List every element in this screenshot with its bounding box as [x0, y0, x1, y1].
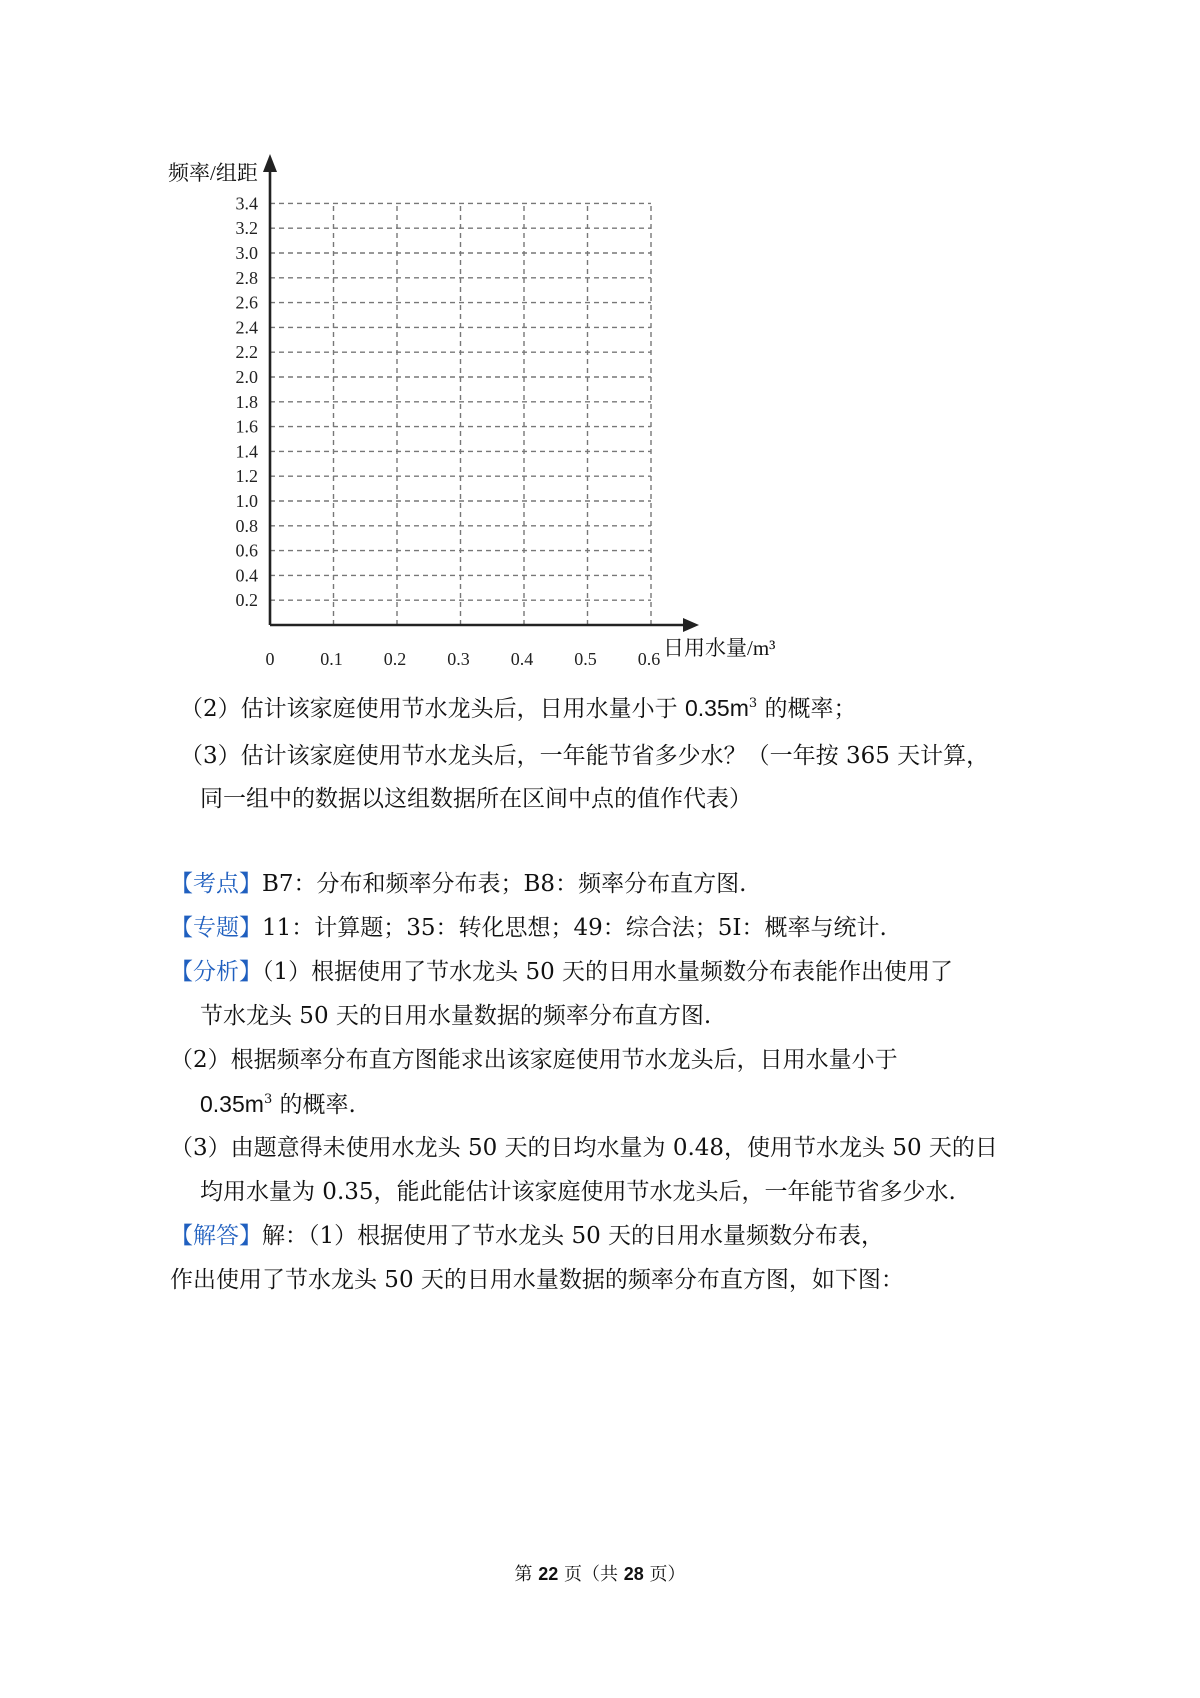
y-tick-label: 3.4 [235, 193, 258, 214]
y-tick-label: 1.8 [235, 391, 258, 412]
y-tick-label: 2.0 [235, 367, 258, 387]
kaodian-row: 【考点】B7：分布和频率分布表；B8：频率分布直方图. [170, 871, 747, 897]
y-tick-label: 1.0 [235, 491, 258, 511]
chart-ticks [236, 193, 661, 669]
kaodian-tag: 【考点】 [170, 871, 262, 897]
page-number: 22 [538, 1564, 559, 1584]
jieda-tag: 【解答】 [170, 1223, 262, 1249]
fenxi-line6: 均用水量为 0.35，能此能估计该家庭使用节水龙头后，一年能节省多少水. [200, 1179, 956, 1205]
jieda-row: 【解答】解：（1）根据使用了节水龙头 50 天的日用水量频数分布表， [170, 1223, 885, 1249]
page-footer: 第 22 页（共 28 页） [514, 1564, 686, 1585]
question-3-line1: （3）估计该家庭使用节水龙头后，一年能节省多少水？（一年按 365 天计算， [180, 743, 990, 769]
x-tick-label: 0.6 [637, 649, 661, 669]
y-tick-label: 2.8 [235, 267, 258, 288]
fenxi-line2: 节水龙头 50 天的日用水量数据的频率分布直方图. [200, 1003, 712, 1029]
y-tick-label: 1.6 [235, 416, 258, 437]
question-3-line2: 同一组中的数据以这组数据所在区间中点的值作代表） [200, 786, 752, 812]
y-axis-arrow [263, 154, 277, 172]
y-tick-label: 0.6 [235, 540, 258, 561]
x-tick-label: 0.1 [320, 649, 343, 669]
fenxi-line4: $0.35m^3$ 的概率. [200, 1091, 356, 1118]
x-tick-label: 0.4 [510, 649, 534, 669]
histogram-chart [160, 150, 880, 730]
x-tick-label: 0.5 [574, 649, 597, 669]
fenxi-row: 【分析】（1）根据使用了节水龙头 50 天的日用水量频数分布表能作出使用了 [170, 959, 954, 985]
fenxi-line5: （3）由题意得未使用水龙头 50 天的日均水量为 0.48，使用节水龙头 50 天的日 [170, 1135, 998, 1161]
chart-axes [263, 154, 699, 632]
fenxi-tag: 【分析】 [170, 959, 262, 985]
y-tick-label: 1.4 [235, 441, 258, 462]
y-tick-label: 0.4 [235, 565, 258, 586]
page-total: 28 [623, 1564, 644, 1584]
x-tick-label: 0 [265, 649, 275, 669]
zhuanti-row: 【专题】11：计算题；35：转化思想；49：综合法；5I：概率与统计. [170, 915, 887, 941]
zhuanti-tag: 【专题】 [170, 915, 262, 941]
chart-grid [270, 203, 651, 625]
x-tick-label: 0.2 [383, 649, 407, 669]
y-tick-label: 2.2 [235, 342, 258, 363]
y-tick-label: 3.2 [235, 218, 258, 239]
y-tick-label: 0.8 [235, 515, 258, 536]
y-tick-label: 2.6 [235, 292, 258, 313]
y-tick-label: 3.0 [235, 243, 258, 263]
y-tick-label: 2.4 [235, 317, 258, 338]
question-2: （2）估计该家庭使用节水龙头后，日用水量小于 $0.35m^3$ 的概率； [180, 695, 857, 722]
jieda-line2: 作出使用了节水龙头 50 天的日用水量数据的频率分布直方图，如下图： [170, 1267, 904, 1293]
y-axis-label: 频率/组距 [168, 161, 258, 185]
x-tick-label: 0.3 [447, 649, 470, 669]
fenxi-line3: （2）根据频率分布直方图能求出该家庭使用节水龙头后，日用水量小于 [170, 1047, 898, 1073]
x-axis-arrow [683, 618, 699, 632]
y-tick-label: 1.2 [235, 466, 258, 487]
y-tick-label: 0.2 [235, 590, 258, 611]
x-axis-label: 日用水量/m³ [663, 636, 776, 660]
